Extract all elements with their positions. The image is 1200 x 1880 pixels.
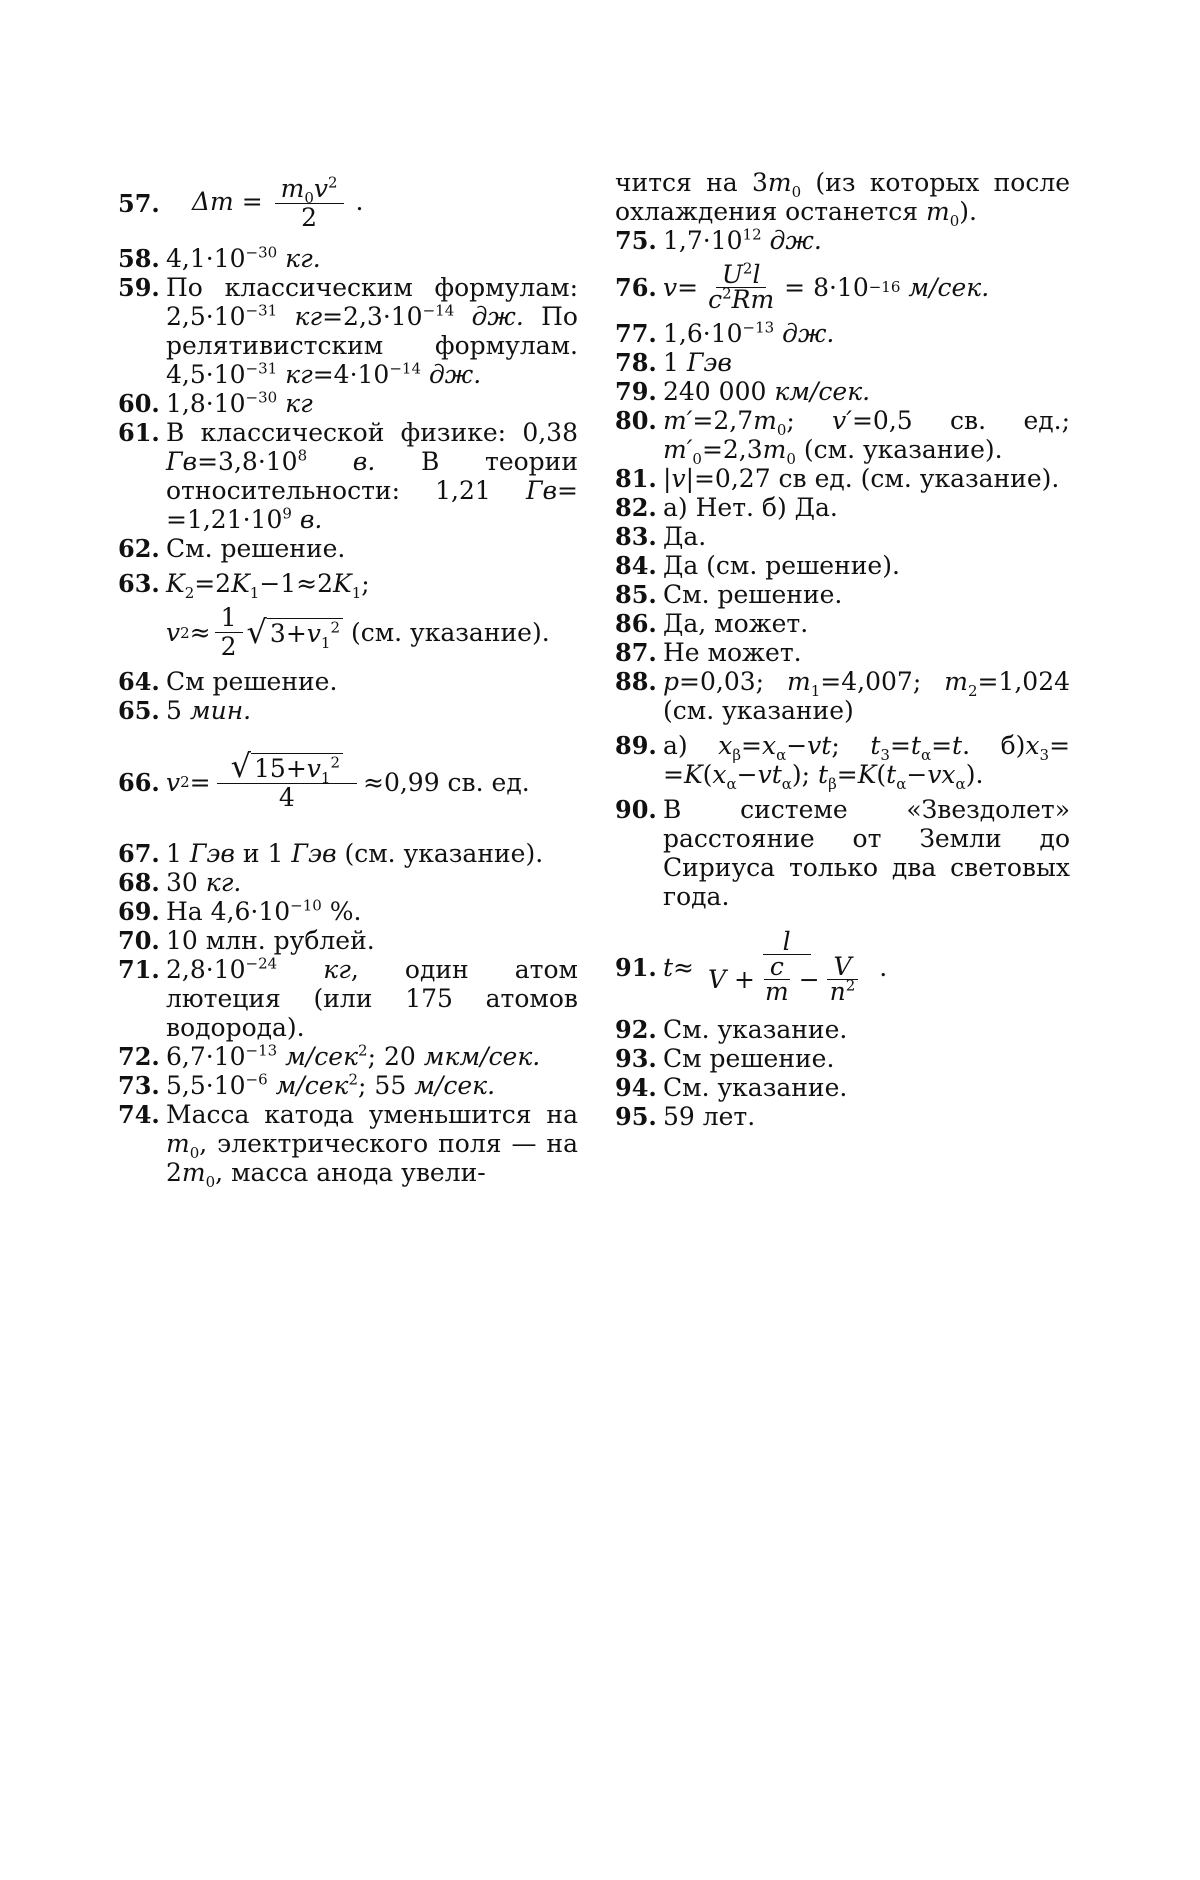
- answer-number: 93.: [615, 1044, 657, 1073]
- answer-65: [118, 696, 578, 725]
- answer-text: $1,6\cdot 10^{-13}$ дж.: [663, 318, 835, 348]
- answer-number: 88.: [615, 667, 657, 696]
- answer-number: 84.: [615, 551, 657, 580]
- answer-64: [118, 667, 578, 696]
- answer-text: $1,7\cdot 10^{12}$ дж.: [663, 225, 822, 255]
- answer-67: [118, 839, 578, 868]
- answer-number: 83.: [615, 522, 657, 551]
- answer-74: [118, 1100, 578, 1191]
- answer-number: 75.: [615, 226, 657, 255]
- answer-90: [615, 795, 1070, 911]
- answer-text: v = $\frac{U^2l}{c^2Rm}$ = 8·10 −16 м/сек.: [663, 259, 990, 314]
- answer-text: Да, может.: [663, 609, 809, 638]
- answer-number: 91.: [615, 952, 657, 982]
- answer-80: [615, 406, 1070, 468]
- answer-text: 59 лет.: [663, 1102, 756, 1131]
- right-column: [615, 168, 1070, 1131]
- answer-number: 95.: [615, 1102, 657, 1131]
- answer-57: [118, 168, 578, 238]
- answer-text: $K_2=2K_1-1\approx 2K_1$; v 2 ≈ $\frac{1}{2}$ √ $3+v_1^2$ (см. указание).: [166, 569, 550, 661]
- answer-86: [615, 609, 1070, 638]
- answer-text: 10 млн. рублей.: [166, 926, 375, 955]
- answer-number: 78.: [615, 348, 657, 377]
- answer-text: $1,8\cdot 10^{-30}$ кг: [166, 388, 313, 418]
- answer-95: [615, 1102, 1070, 1131]
- answer-81: [615, 464, 1070, 493]
- answer-text: См решение.: [663, 1044, 835, 1073]
- answer-62: [118, 534, 578, 563]
- answer-71: [118, 955, 578, 1042]
- answer-number: 57.: [118, 188, 160, 218]
- answer-91: [615, 925, 1070, 1009]
- answer-75: [615, 226, 1070, 255]
- answer-text: $6,7\cdot 10^{-13}$ м/сек$^2$; 20 мкм/сек.: [166, 1041, 541, 1071]
- answer-68: [118, 868, 578, 897]
- answer-text: 1 Гэв и 1 Гэв (см. указание).: [166, 839, 544, 868]
- answer-text: чится на $3m_0$ (из которых после охлаждения останется $m_0$).: [615, 168, 1070, 230]
- answer-number: 68.: [118, 868, 160, 897]
- answer-72: [118, 1042, 578, 1071]
- answer-text: t ≈ l V + $\frac{c}{m}$ − $\frac{V}{n^2}$ .: [663, 927, 888, 1006]
- answer-number: 59.: [118, 273, 160, 302]
- answer-text: |v|=0,27 св ед. (см. указание).: [663, 464, 1060, 493]
- answer-text: 30 кг.: [166, 868, 242, 897]
- answer-text: Масса катода уменьшится на $m_0$, электрического поля — на $2m_0$, масса анода увели-: [166, 1100, 578, 1191]
- answer-69: [118, 897, 578, 926]
- answer-number: 67.: [118, 839, 160, 868]
- answer-number: 69.: [118, 897, 160, 926]
- answer-61: [118, 418, 578, 534]
- answer-text: p=0,03; $m_1=4,007$; $m_2=1,024$ (см. указание): [663, 667, 1071, 725]
- answer-number: 89.: [615, 731, 657, 760]
- answer-number: 94.: [615, 1073, 657, 1102]
- answer-60: [118, 389, 578, 418]
- answer-text: См. указание.: [663, 1073, 848, 1102]
- answer-text: $5,5\cdot 10^{-6}$ м/сек$^2$; 55 м/сек.: [166, 1070, 496, 1100]
- answer-number: 76.: [615, 272, 657, 302]
- answer-78: [615, 348, 1070, 377]
- answer-66: [118, 739, 578, 825]
- answer-text: $4,1\cdot 10^{-30}$ кг.: [166, 243, 321, 273]
- answer-number: 70.: [118, 926, 160, 955]
- answer-number: 90.: [615, 795, 657, 824]
- answer-88: [615, 667, 1070, 725]
- answer-77: [615, 319, 1070, 348]
- answer-number: 87.: [615, 638, 657, 667]
- answer-number: 72.: [118, 1042, 160, 1071]
- answer-text: а) $x_\beta=x_\alpha-vt$; $t_3=t_\alpha=t$. $б)x_3= =K(x_\alpha-vt_\alpha)$; $t_\beta=K(t_\alpha-vx_\alpha)$.: [663, 731, 1071, 793]
- answer-number: 77.: [615, 319, 657, 348]
- answer-text: Да.: [663, 522, 707, 551]
- answer-number: 61.: [118, 418, 160, 447]
- answer-70: [118, 926, 578, 955]
- answer-number: 58.: [118, 244, 160, 273]
- answer-83: [615, 522, 1070, 551]
- answer-number: 86.: [615, 609, 657, 638]
- answer-93: [615, 1044, 1070, 1073]
- answer-number: 64.: [118, 667, 160, 696]
- answer-79: [615, 377, 1070, 406]
- answer-59: [118, 273, 578, 389]
- answer-74-continued: [615, 168, 1070, 230]
- answer-number: 74.: [118, 1100, 160, 1129]
- answer-85: [615, 580, 1070, 609]
- answer-number: 81.: [615, 464, 657, 493]
- answer-text: $2,8\cdot 10^{-24}$ кг, один атом лютеция (или 175 атомов водорода).: [166, 954, 578, 1042]
- answer-text: На $4,6\cdot 10^{-10}$ %.: [166, 896, 362, 926]
- answer-89: [615, 731, 1071, 793]
- answer-text: Δm = $\frac{m_0v^2}{2}$ .: [192, 173, 364, 232]
- answer-87: [615, 638, 1070, 667]
- answer-text: В системе «Звездолет» расстояние от Земли до Сириуса только два световых года.: [663, 795, 1070, 911]
- answer-text: См. решение.: [166, 534, 346, 563]
- answer-82: [615, 493, 1070, 522]
- answer-73: [118, 1071, 578, 1100]
- answer-number: 63.: [118, 569, 160, 598]
- answer-number: 82.: [615, 493, 657, 522]
- answer-number: 85.: [615, 580, 657, 609]
- answer-number: 62.: [118, 534, 160, 563]
- answer-text: Да (см. решение).: [663, 551, 900, 580]
- answer-text: 1 Гэв: [663, 348, 732, 377]
- answer-text: В классической физике: 0,38 $Гв=3,8\cdot 10^8$ в. В теории относительности: 1,21 $Гв= =1,21\cdot 10^9$ в.: [166, 418, 578, 534]
- answer-58: [118, 244, 578, 273]
- answer-number: 92.: [615, 1015, 657, 1044]
- answer-number: 80.: [615, 406, 657, 435]
- answer-text: $m'=2,7m_0$; v′=0,5 св. ед.; $m'_0=2,3m_0$ (см. указание).: [663, 406, 1070, 468]
- left-column: [118, 168, 578, 1191]
- answer-92: [615, 1015, 1070, 1044]
- answer-text: 240 000 км/сек.: [663, 377, 871, 406]
- answer-94: [615, 1073, 1070, 1102]
- answer-84: [615, 551, 1070, 580]
- answer-number: 79.: [615, 377, 657, 406]
- answer-text: По классическим формулам: $2,5\cdot 10^{-31}$ $кг=2,3\cdot 10^{-14}$ дж. По релятивистским формулам. $4,5\cdot 10^{-31}$ $кг=4\cdot 10^{-14}$ дж.: [166, 273, 578, 389]
- answer-number: 65.: [118, 696, 160, 725]
- answer-63: [118, 569, 578, 661]
- answer-text: См. указание.: [663, 1015, 848, 1044]
- answer-76: [615, 255, 1070, 319]
- answer-number: 66.: [118, 767, 160, 797]
- answer-text: См. решение.: [663, 580, 843, 609]
- answer-number: 71.: [118, 955, 160, 984]
- answer-text: 5 мин.: [166, 696, 252, 725]
- answer-number: 60.: [118, 389, 160, 418]
- answer-text: См решение.: [166, 667, 338, 696]
- answer-text: а) Нет. б) Да.: [663, 493, 838, 522]
- answer-text: Не может.: [663, 638, 802, 667]
- answer-number: 73.: [118, 1071, 160, 1100]
- answer-text: v 2 = $\frac{√ 15+v_1^2}{4}$ ≈0,99 св. ед.: [166, 747, 530, 812]
